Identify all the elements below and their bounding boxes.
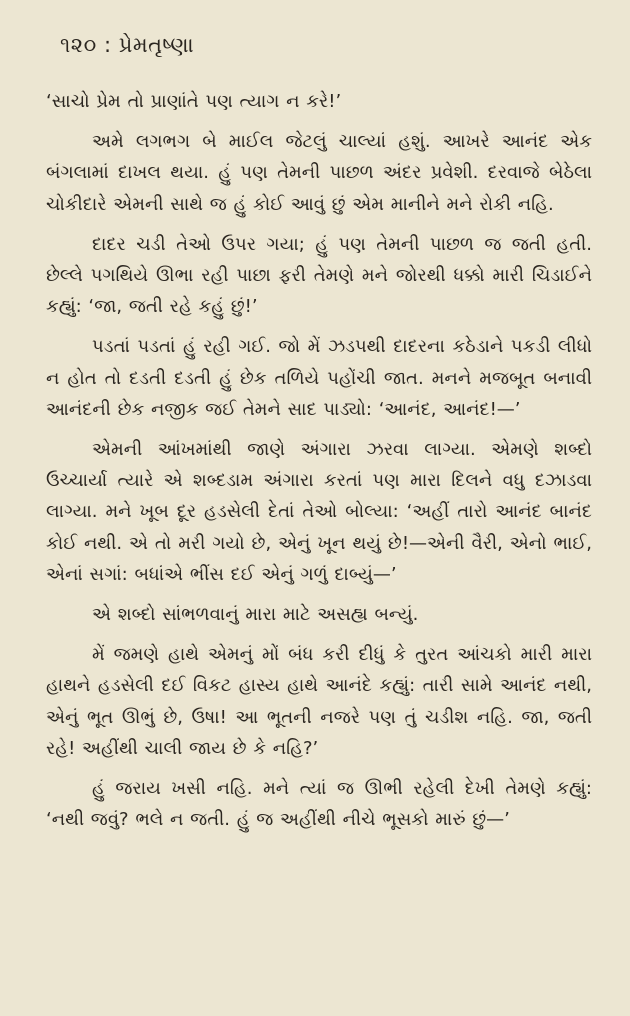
page-number: ૧૨૦ [60,33,97,57]
paragraph: એ શબ્દો સાંભળવાનું મારા માટે અસહ્ય બન્યું. [92,604,419,626]
paragraph: પડતાં પડતાં હું રહી ગઈ. જો મેં ઝડપથી દાદરના કઠેડાને પકડી લીધો ન હોત તો દડતી દડતી હું છેક તળિયે પહોંચી જાત. મનને મજબૂત બનાવી આનંદની છેક નજીક જઈ તેમને સાદ પાડ્યો: ‘આનંદ, આનંદ!—’ [46,336,592,420]
page-header [60,30,592,60]
paragraph: અમે લગભગ બે માઈલ જેટલું ચાલ્યાં હશું. આખરે આનંદ એક બંગલામાં દાખલ થયા. હું પણ તેમની પાછળ અંદર પ્રવેશી. દરવાજે બેઠેલા ચોકીદારે એમની સાથે જ હું કોઈ આવું છું એમ માનીને મને રોકી નહિ. [46,131,592,215]
running-title: પ્રેમતૃષ્ણા [118,33,195,57]
paragraph: મેં જમણે હાથે એમનું મોં બંધ કરી દીધું કે તુરત આંચકો મારી મારા હાથને હડસેલી દઈ વિકટ હાસ્ય હાથે આનંદે કહ્યું: તારી સામે આનંદ નથી, એનું ભૂત ઊભું છે, ઉષા! આ ભૂતની નજરે પણ તું ચડીશ નહિ. જા, જતી રહે! અહીંથી ચાલી જાય છે કે નહિ?’ [46,644,592,759]
paragraph: દાદર ચડી તેઓ ઉપર ગયા; હું પણ તેમની પાછળ જ જતી હતી. છેલ્લે પગથિયે ઊભા રહી પાછા ફરી તેમણે મને જોરથી ધક્કો મારી ચિડાઈને કહ્યું: ‘જા, જતી રહે કહું છું!’ [46,233,592,318]
paragraph: એમની આંખમાંથી જાણે અંગારા ઝરવા લાગ્યા. એમણે શબ્દો ઉચ્ચાર્યા ત્યારે એ શબ્દડામ અંગારા કરતાં પણ મારા દિલને વધુ દઝાડવા લાગ્યા. મને ખૂબ દૂર હડસેલી દેતાં તેઓ બોલ્યા: ‘અહીં તારો આનંદ બાનંદ કોઈ નથી. એ તો મરી ગયો છે, એનું ખૂન થયું છે!—એની વૈરી, એનો ભાઈ, એનાં સગાં: બધાંએ ભીંસ દઈ એનું ગળું દાબ્યું—’ [46,439,592,585]
paragraph: હું જરાય ખસી નહિ. મને ત્યાં જ ઊભી રહેલી દેખી તેમણે કહ્યું: ‘નથી જવું? ભલે ન જતી. હું જ અહીંથી નીચે ભૂસકો મારું છું—’ [46,778,592,831]
paragraph: ‘સાચો પ્રેમ તો પ્રાણાંતે પણ ત્યાગ ન કરે!’ [46,91,342,112]
body-text [46,86,592,835]
header-separator: : [103,33,112,57]
